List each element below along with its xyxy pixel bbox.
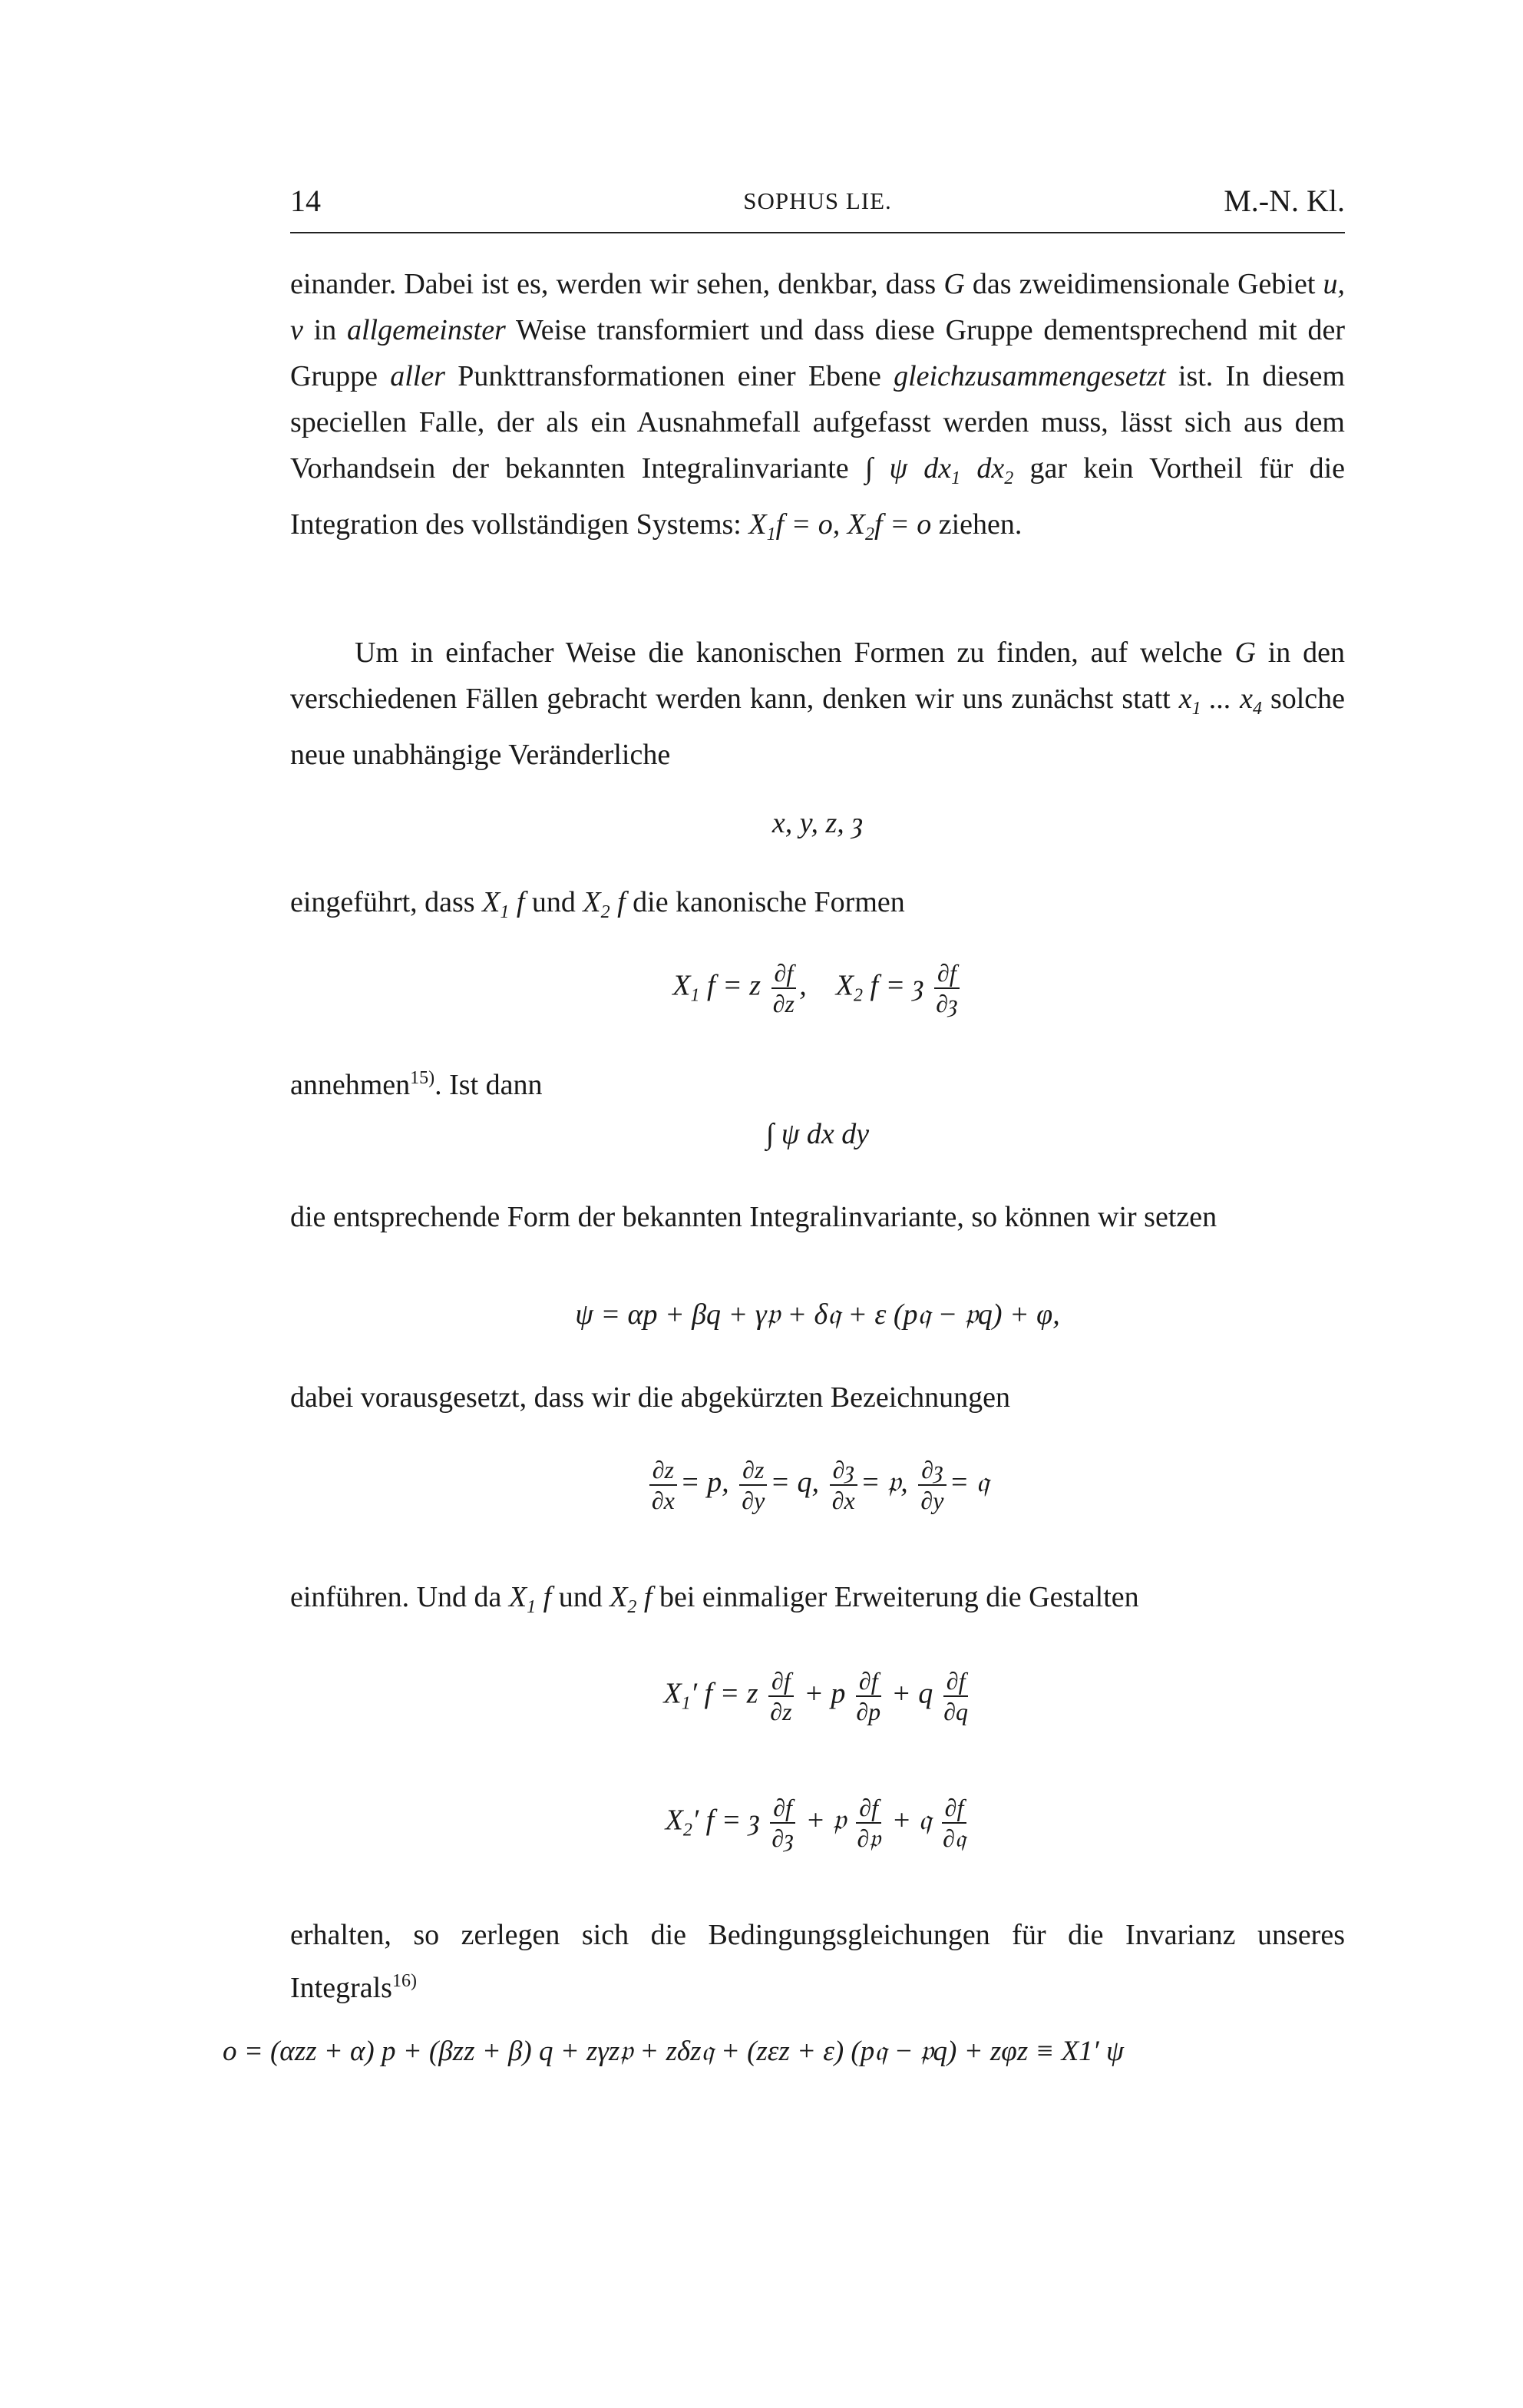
canon-X2-sub: 2 [853, 985, 863, 1006]
abbr-frac-3-den: ∂x [831, 1487, 855, 1514]
paragraph-4-text [290, 1055, 1345, 1108]
p1-X2-sub: 2 [865, 524, 875, 544]
p1-text-4: Weise transformiert und dass diese Gruppe dementsprechend mit der Gruppe [290, 314, 1345, 392]
p1-integral [864, 452, 1014, 488]
ext2-frac-3 [942, 1793, 967, 1853]
p2-x1-sub: 1 [1191, 699, 1201, 719]
p1-text-5: Punkttransformationen einer Ebene [458, 360, 881, 392]
paragraph-2 [290, 630, 1345, 778]
canon-frac-2 [934, 958, 960, 1018]
equation-psi: ψ = αp + βq + γ𝔭 + δ𝔮 + ε (p𝔮 − 𝔭q) + φ, [575, 1298, 1060, 1331]
p7-X1: X [508, 1581, 527, 1613]
footnote-ref-16: 16) [391, 1971, 417, 1991]
p1-X1: X [748, 508, 767, 541]
p2-x4: x [1240, 683, 1253, 715]
paragraph-4 [290, 1055, 1345, 1108]
ext1-frac-2-den: ∂p [856, 1698, 881, 1725]
abbr-frac-1-num: ∂z [649, 1455, 677, 1486]
ext2-frac-1-den: ∂ȝ [771, 1824, 794, 1852]
p1-X2: X [847, 508, 866, 541]
p1-var-v: v [290, 314, 303, 346]
abbr-frac-2 [739, 1455, 767, 1515]
paragraph-8-text [290, 1912, 1345, 2011]
p7-X2: X [610, 1581, 628, 1613]
p7-X1-sub: 1 [527, 1597, 537, 1617]
p1-text-3: in [313, 314, 337, 346]
ext1-frac-3-den: ∂q [943, 1698, 969, 1725]
p1-integral-main: ∫ ψ dx [864, 452, 952, 485]
p4-text-2: . Ist dann [434, 1069, 543, 1101]
p1-eq-X2f [847, 508, 932, 544]
p1-text-8: ziehen. [938, 508, 1022, 541]
abbr-rhs-3: = 𝔭, [860, 1466, 908, 1499]
ext2-frac-2-num: ∂f [856, 1793, 881, 1824]
ext1-lhs-rest: ′ f = z [690, 1677, 758, 1710]
p2-var-G: G [1234, 637, 1256, 669]
ext2-frac-1 [770, 1793, 795, 1853]
p2-x1: x [1178, 683, 1192, 715]
p3-text-2: die kanonische Formen [633, 886, 905, 918]
p1-X1-rest: f = o, [775, 508, 841, 541]
p3-f2: f [617, 886, 626, 918]
paragraph-1 [290, 261, 1345, 557]
abbr-frac-4 [918, 1455, 946, 1515]
p1-X2-rest: f = o [874, 508, 932, 541]
paragraph-8 [290, 1912, 1345, 2011]
equation-invariance-condition: o = (αzz + α) p + (βzz + β) q + zγz𝔭 + zδz𝔮 + (zεz + ε) (p𝔮 − 𝔭q) + zφz ≡ X1′ ψ [223, 2036, 1124, 2067]
canon-frac-2-num: ∂f [934, 958, 960, 989]
p2-x4-sub: 4 [1252, 699, 1262, 719]
p2-x-range [1178, 683, 1262, 719]
p1-integral-dx2: dx [976, 452, 1005, 485]
p2-text-3: solche neue unabhängige Veränderliche [290, 683, 1346, 771]
canon-frac-2-den: ∂ȝ [936, 990, 958, 1017]
p8-text-1: erhalten, so zerlegen sich die Bedingungsgleichungen für die Invarianz unseres Integrals [290, 1919, 1345, 2004]
abbr-frac-1-den: ∂x [651, 1487, 675, 1514]
paragraph-5 [290, 1194, 1345, 1240]
p7-text-1: einführen. Und da [290, 1581, 502, 1613]
ext2-frac-2 [856, 1793, 881, 1853]
ext1-frac-1 [768, 1666, 794, 1726]
ext1-frac-3 [943, 1666, 969, 1726]
ext2-frac-2-den: ∂𝔭 [857, 1824, 880, 1852]
equation-abbreviations [290, 1455, 1345, 1515]
p1-text-6: ist. In diesem speciellen Falle, der als ein Ausnahmefall aufgefasst werden muss, lässt sich aus dem Vorhandsein der bekannten Integralinvariante [290, 360, 1346, 485]
abbr-frac-1 [649, 1455, 677, 1515]
paragraph-6 [290, 1374, 1345, 1421]
ext1-plus-2: + q [891, 1677, 933, 1710]
canon-X2: X [835, 969, 854, 1002]
p2-dots: ... [1209, 683, 1232, 715]
p1-emph-aller: aller [390, 360, 445, 392]
p7-f2: f [643, 1581, 652, 1613]
abbr-frac-2-num: ∂z [739, 1455, 767, 1486]
abbr-frac-4-num: ∂ȝ [918, 1455, 946, 1486]
p3-X2: X [583, 886, 601, 918]
paragraph-2-text [290, 630, 1345, 778]
p3-f1: f [516, 886, 525, 918]
p1-integral-sub2: 2 [1004, 468, 1014, 488]
ext2-frac-3-den: ∂𝔮 [943, 1824, 966, 1852]
ext2-X: X [665, 1804, 683, 1837]
paragraph-7-text [290, 1574, 1345, 1630]
ext2-frac-1-num: ∂f [770, 1793, 795, 1824]
ext1-X-sub: 1 [681, 1693, 691, 1714]
paragraph-7 [290, 1574, 1345, 1630]
p1-X1-sub: 1 [766, 524, 776, 544]
page-number: 14 [290, 184, 321, 218]
p1-emph-allgemeinster: allgemeinster [347, 314, 506, 346]
p7-text-2: bei einmaliger Erweiterung die Gestalten [659, 1581, 1139, 1613]
ext1-X: X [663, 1677, 682, 1710]
ext2-lhs-rest: ′ f = ȝ [692, 1804, 760, 1837]
footnote-ref-15: 15) [410, 1068, 435, 1088]
p7-und: und [558, 1581, 603, 1613]
paragraph-3 [290, 879, 1345, 935]
p7-X2-sub: 2 [627, 1597, 637, 1617]
equation-extension-2 [290, 1793, 1345, 1853]
header-rule [290, 232, 1345, 233]
ext1-plus-1: + p [804, 1677, 846, 1710]
p3-text-1: eingeführt, dass [290, 886, 475, 918]
running-header [290, 183, 1345, 237]
canon-X1: X [672, 969, 691, 1002]
p1-emph-gleichzusammengesetzt: gleichzusammengesetzt [894, 360, 1166, 392]
abbr-frac-3 [830, 1455, 857, 1515]
canon-X1-sub: 1 [690, 985, 700, 1006]
p1-integral-sub1: 1 [951, 468, 961, 488]
ext2-plus-2: + 𝔮 [891, 1804, 932, 1837]
p1-text-7: gar kein Vortheil für die Integration des vollständigen Systems: [290, 452, 1346, 541]
abbr-rhs-1: = p, [679, 1466, 729, 1499]
ext1-frac-1-num: ∂f [768, 1666, 794, 1697]
abbr-frac-2-den: ∂y [742, 1487, 765, 1514]
equation-canonical-forms [290, 958, 1345, 1018]
abbr-rhs-2: = q, [770, 1466, 820, 1499]
p2-text-2: in den verschiedenen Fällen gebracht werden kann, denken wir uns zunächst statt [290, 637, 1346, 715]
equation-variables: x, y, z, ȝ [771, 807, 864, 839]
p3-X1: X [482, 886, 501, 918]
p3-X2-sub: 2 [600, 902, 610, 922]
canon-frac-1-num: ∂f [771, 958, 797, 989]
ext2-frac-3-num: ∂f [942, 1793, 967, 1824]
p7-f1: f [543, 1581, 552, 1613]
p1-eq-X1f [748, 508, 841, 544]
ext1-frac-3-num: ∂f [943, 1666, 969, 1697]
paragraph-6-text: dabei vorausgesetzt, dass wir die abgekürzten Bezeichnungen [290, 1381, 1011, 1414]
paragraph-1-text [290, 261, 1345, 557]
ext1-frac-1-den: ∂z [770, 1698, 792, 1725]
canon-frac-1-den: ∂z [772, 990, 795, 1017]
p1-var-G: G [943, 268, 965, 300]
p1-text-1: einander. Dabei ist es, werden wir sehen, denkbar, dass [290, 268, 937, 300]
paragraph-3-text [290, 879, 1345, 935]
equation-extension-1 [290, 1666, 1345, 1726]
abbr-rhs-4: = 𝔮 [949, 1466, 989, 1499]
ext1-frac-2-num: ∂f [856, 1666, 881, 1697]
equation-integral: ∫ ψ dx dy [765, 1118, 870, 1150]
ext2-X-sub: 2 [682, 1820, 692, 1841]
abbr-frac-3-num: ∂ȝ [830, 1455, 857, 1486]
p3-X1-sub: 1 [500, 902, 510, 922]
running-title: SOPHUS LIE. [743, 187, 892, 214]
ext2-plus-1: + 𝔭 [805, 1804, 846, 1837]
paragraph-5-text: die entsprechende Form der bekannten Integralinvariante, so können wir setzen [290, 1201, 1217, 1233]
abbr-frac-4-den: ∂y [920, 1487, 944, 1514]
p3-und: und [531, 886, 576, 918]
p1-text-2: das zweidimensionale Gebiet [972, 268, 1316, 300]
ext1-frac-2 [856, 1666, 881, 1726]
p2-text-1: Um in einfacher Weise die kanonischen Formen zu finden, auf welche [355, 637, 1223, 669]
canon-X1-rest: f = z [707, 969, 762, 1002]
p1-var-u: u, [1323, 268, 1345, 300]
canon-frac-1 [771, 958, 797, 1018]
p4-text-1: annehmen [290, 1069, 411, 1101]
canon-X2-rest: f = ȝ [870, 969, 924, 1002]
section-label: M.-N. Kl. [1224, 184, 1345, 218]
canon-comma: , [799, 969, 807, 1002]
